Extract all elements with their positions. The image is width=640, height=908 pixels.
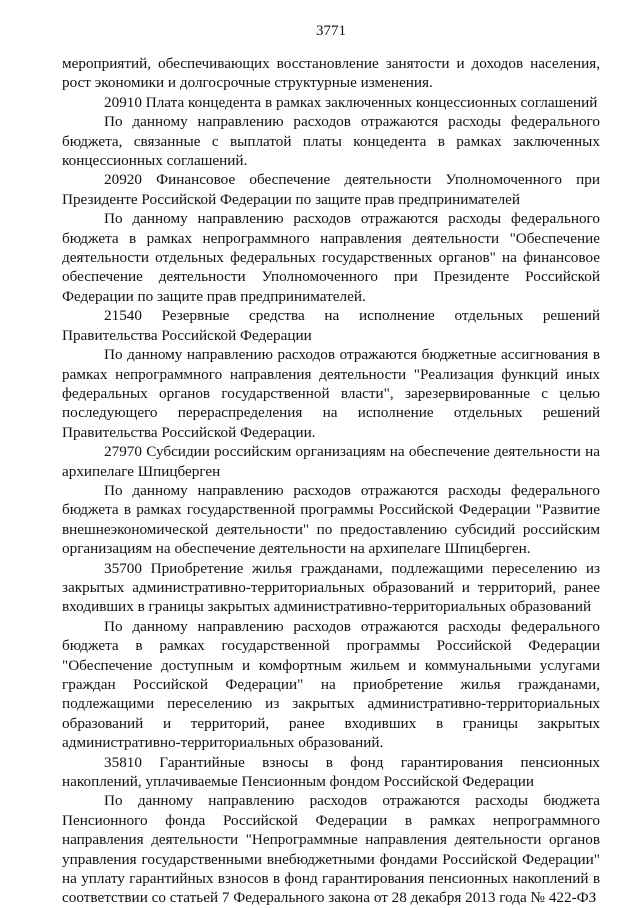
heading-27970: 27970 Субсидии российским организациям на обеспечение деятельности на архипелаге Шпицберген [62, 443, 600, 480]
paragraph-35700: По данному направлению расходов отражаются расходы федерального бюджета в рамках государственной программы Российской Федерации "Обеспечение доступным и комфортным жильем и коммунальными услугами граждан Российской Федерации" на приобретение жилья гражданами, подлежащими переселению из закрытых административно-территориальных образований и территорий, ранее входивших в границы закрытых административно-территориальных образований. [62, 617, 600, 752]
paragraph-35810: По данному направлению расходов отражаются расходы бюджета Пенсионного фонда Российской Федерации в рамках непрограммного направления деятельности "Непрограммные направления деятельности органов управления государственными внебюджетными фондами Российской Федерации" на уплату гарантийных взносов в фонд гарантирования пенсионных накоплений в соответствии со статьей 7 Федерального закона от 28 декабря 2013 года № 422-ФЗ [62, 792, 600, 907]
heading-20920: 20920 Финансовое обеспечение деятельности Уполномоченного при Президенте Российской Федерации по защите прав предпринимателей [62, 171, 600, 208]
heading-35700: 35700 Приобретение жилья гражданами, подлежащими переселению из закрытых административно-территориальных образований и территорий, ранее входивших в границы закрытых административно-территориальных образований [62, 559, 600, 616]
paragraph-27970: По данному направлению расходов отражаются расходы федерального бюджета в рамках государственной программы Российской Федерации "Развитие внешнеэкономической деятельности" по предоставлению субсидий российским организациям на обеспечение деятельности на архипелаге Шпицберген. [62, 481, 600, 558]
heading-21540: 21540 Резервные средства на исполнение отдельных решений Правительства Российской Федерации [62, 307, 600, 344]
paragraph-continuation: мероприятий, обеспечивающих восстановление занятости и доходов населения, рост экономики и долгосрочные структурные изменения. [62, 55, 600, 92]
heading-20910: 20910 Плата концедента в рамках заключенных концессионных соглашений [104, 93, 598, 111]
page-number: 3771 [316, 23, 346, 39]
paragraph-20910: По данному направлению расходов отражаются расходы федерального бюджета, связанные с выплатой платы концедента в рамках заключенных концессионных соглашений. [62, 113, 600, 170]
heading-35810: 35810 Гарантийные взносы в фонд гарантирования пенсионных накоплений, уплачиваемые Пенсионным фондом Российской Федерации [62, 753, 600, 791]
paragraph-20920: По данному направлению расходов отражаются расходы федерального бюджета в рамках непрограммного направления деятельности "Обеспечение деятельности отдельных федеральных государственных органов" на финансовое обеспечение деятельности Уполномоченного при Президенте Российской Федерации по защите прав предпринимателей. [62, 210, 600, 305]
paragraph-21540: По данному направлению расходов отражаются бюджетные ассигнования в рамках непрограммного направления деятельности "Реализация функций иных федеральных органов государственной власти", зарезервированные с целью последующего перераспределения на исполнение отдельных решений Правительства Российской Федерации. [62, 346, 600, 441]
document-body [62, 54, 600, 908]
